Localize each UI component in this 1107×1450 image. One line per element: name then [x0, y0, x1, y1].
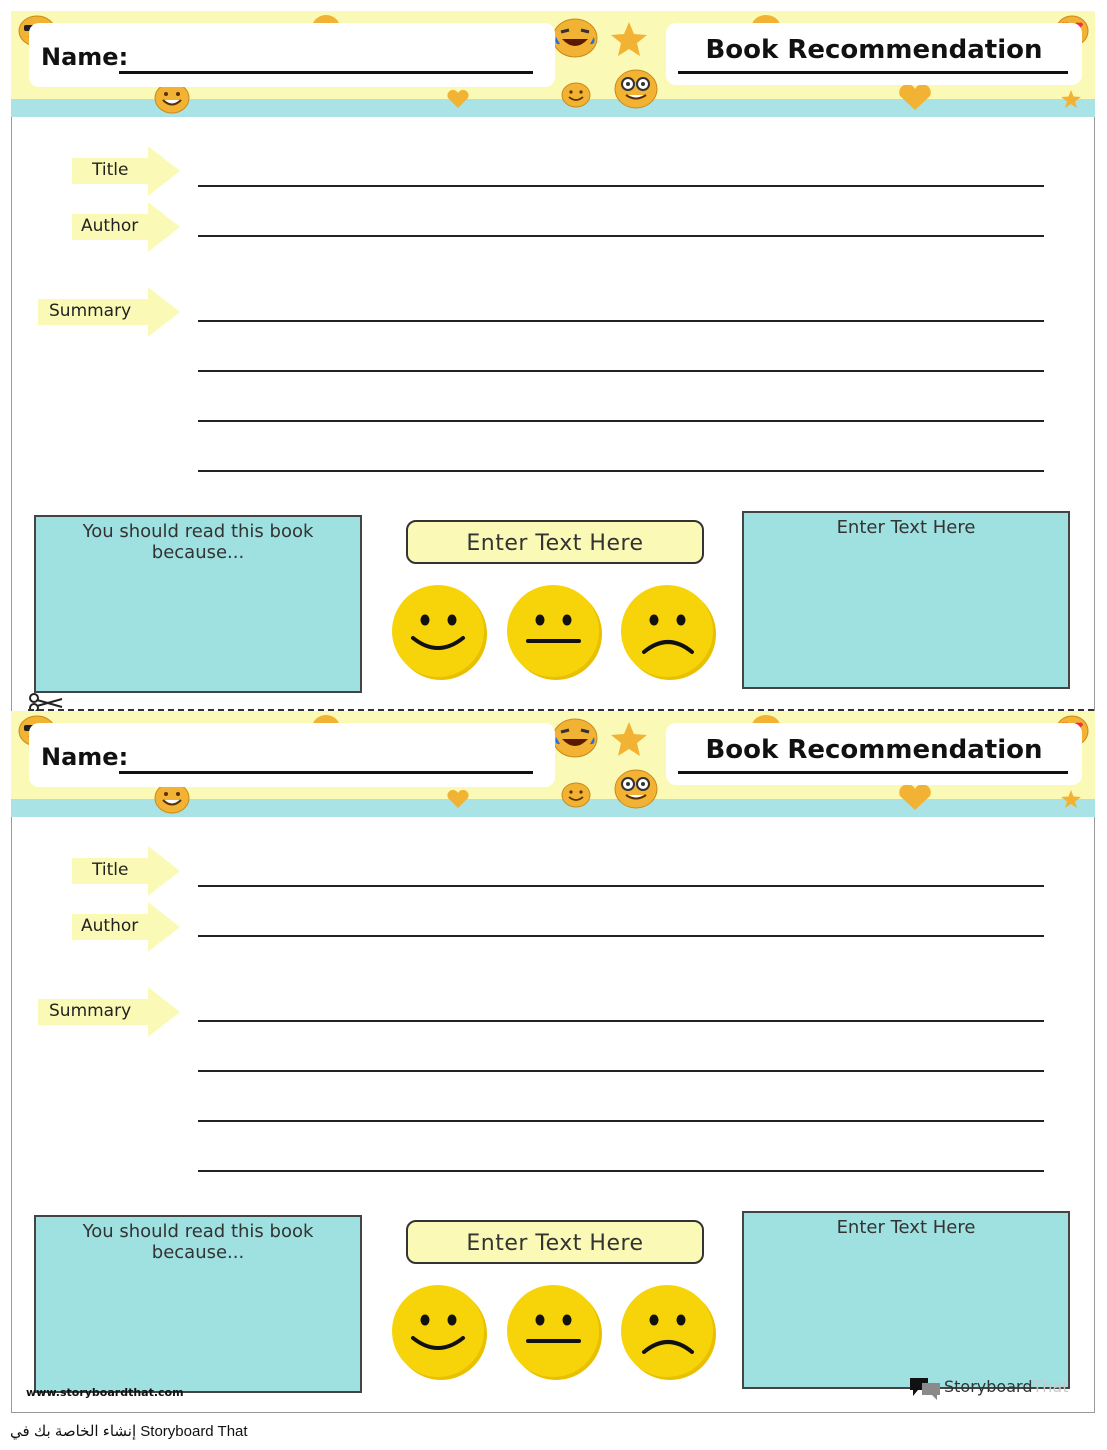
summary-input-line[interactable] [198, 1120, 1044, 1122]
nerd-emoji-icon [612, 768, 660, 810]
summary-input-line[interactable] [198, 1170, 1044, 1172]
smile-emoji-icon [560, 81, 592, 109]
star-icon [1060, 89, 1082, 109]
author-label: Author [81, 916, 139, 936]
worksheet-heading: Book Recommendation [705, 35, 1043, 65]
summary-label: Summary [49, 301, 132, 321]
sad-face-icon[interactable] [618, 1282, 718, 1382]
reason-box[interactable] [34, 515, 362, 693]
smile-emoji-icon [560, 781, 592, 809]
footer-credit: إنشاء الخاصة بك في Storyboard That [10, 1423, 248, 1440]
brand-name-main: Storyboard [944, 1377, 1033, 1396]
happy-face-icon[interactable] [389, 1282, 489, 1382]
heading-panel [666, 23, 1082, 85]
title-input-line[interactable] [198, 185, 1044, 187]
author-label-arrow [72, 902, 180, 952]
neutral-face-icon[interactable] [504, 1282, 604, 1382]
summary-label: Summary [49, 1001, 132, 1021]
summary-label-arrow [38, 987, 180, 1037]
star-icon [1060, 789, 1082, 809]
worksheet-heading: Book Recommendation [705, 735, 1043, 765]
name-panel [29, 23, 555, 87]
summary-input-line[interactable] [198, 320, 1044, 322]
website-watermark: www.storyboardthat.com [26, 1386, 184, 1399]
brand-name [944, 1377, 1068, 1396]
star-icon [609, 721, 649, 757]
happy-face-icon[interactable] [389, 582, 489, 682]
heart-icon [897, 783, 933, 811]
author-label-arrow [72, 202, 180, 252]
brand-name-tail: That [1032, 1377, 1069, 1396]
name-label: Name: [41, 743, 129, 771]
heading-panel [666, 723, 1082, 785]
title-input-line[interactable] [198, 885, 1044, 887]
name-input-line[interactable] [119, 771, 533, 774]
rating-text-box[interactable] [406, 1220, 704, 1264]
star-icon [609, 21, 649, 57]
reason-box[interactable] [34, 1215, 362, 1393]
title-label: Title [92, 860, 129, 880]
heading-underline [678, 71, 1068, 74]
title-label-arrow [72, 146, 180, 196]
heart-icon [446, 789, 470, 809]
notes-prompt: Enter Text Here [836, 517, 976, 538]
laughing-emoji-icon [551, 717, 599, 759]
summary-input-line[interactable] [198, 1070, 1044, 1072]
summary-input-line[interactable] [198, 470, 1044, 472]
storyboard-logo-icon [908, 1375, 942, 1401]
name-label: Name: [41, 43, 129, 71]
name-panel [29, 723, 555, 787]
name-input-line[interactable] [119, 71, 533, 74]
title-label: Title [92, 160, 129, 180]
recommendation-card-2 [11, 711, 1095, 1411]
rating-prompt: Enter Text Here [466, 1231, 644, 1256]
rating-text-box[interactable] [406, 520, 704, 564]
author-input-line[interactable] [198, 235, 1044, 237]
summary-label-arrow [38, 287, 180, 337]
notes-prompt: Enter Text Here [836, 1217, 976, 1238]
storyboard-brand [908, 1374, 1088, 1402]
notes-box[interactable] [742, 511, 1070, 689]
reason-prompt: You should read this book because... [82, 521, 314, 563]
summary-input-line[interactable] [198, 370, 1044, 372]
nerd-emoji-icon [612, 68, 660, 110]
title-label-arrow [72, 846, 180, 896]
notes-box[interactable] [742, 1211, 1070, 1389]
heading-underline [678, 771, 1068, 774]
sad-face-icon[interactable] [618, 582, 718, 682]
heart-icon [897, 83, 933, 111]
reason-prompt: You should read this book because... [82, 1221, 314, 1263]
author-label: Author [81, 216, 139, 236]
neutral-face-icon[interactable] [504, 582, 604, 682]
summary-input-line[interactable] [198, 420, 1044, 422]
rating-prompt: Enter Text Here [466, 531, 644, 556]
laughing-emoji-icon [551, 17, 599, 59]
heart-icon [446, 89, 470, 109]
recommendation-card-1 [11, 11, 1095, 711]
summary-input-line[interactable] [198, 1020, 1044, 1022]
author-input-line[interactable] [198, 935, 1044, 937]
